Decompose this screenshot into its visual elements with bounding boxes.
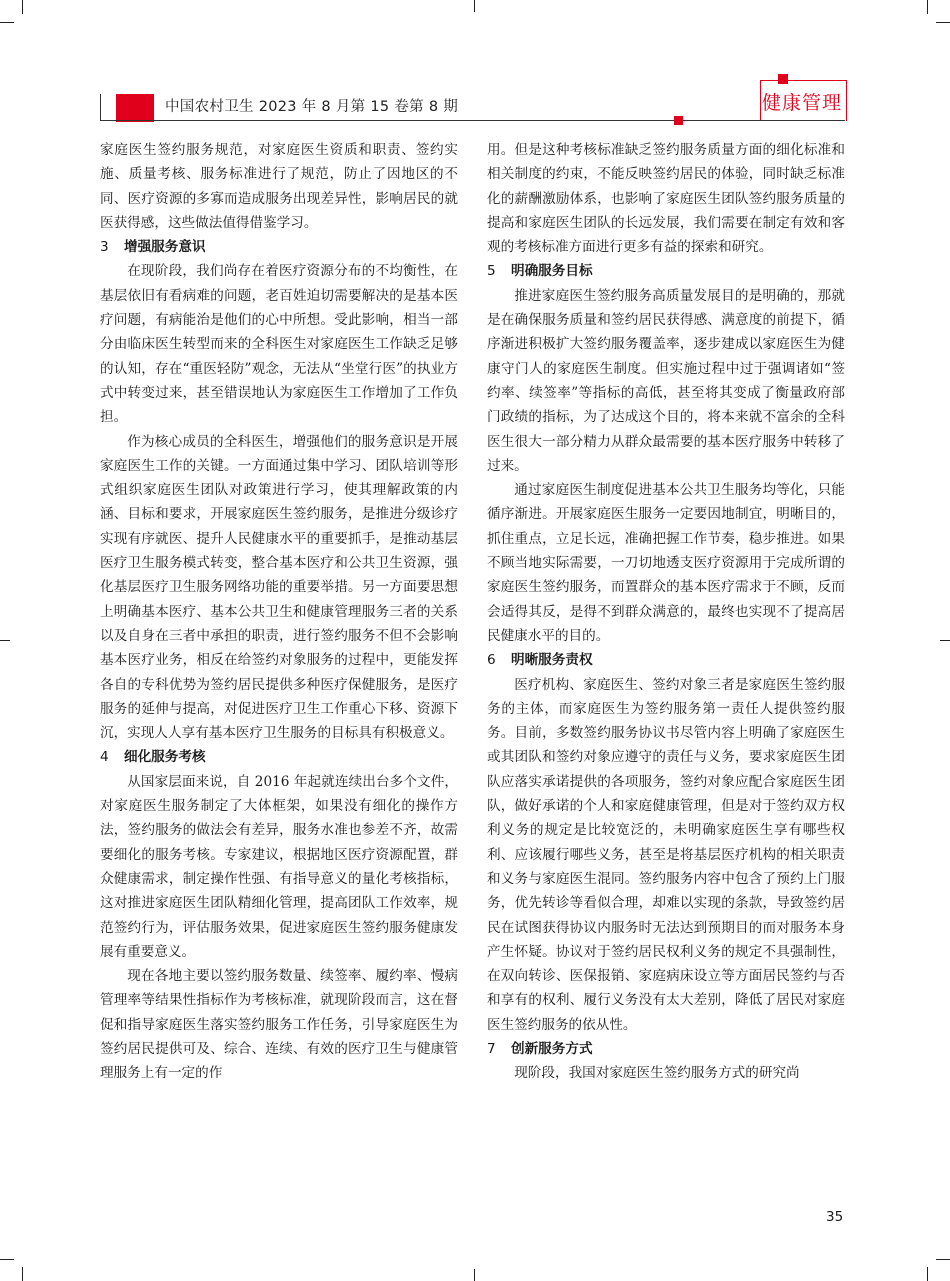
- heading-title: 增强服务意识: [124, 239, 206, 256]
- crop-mark: [0, 640, 10, 641]
- section-heading-3: [100, 235, 458, 259]
- heading-title: 明晰服务责权: [511, 652, 593, 669]
- paragraph: 现阶段，我国对家庭医生签约服务方式的研究尚: [514, 1065, 800, 1082]
- heading-number: 7: [487, 1040, 496, 1057]
- heading-number: 4: [100, 749, 109, 766]
- section-heading-4: [100, 745, 458, 769]
- paragraph: 从国家层面来说，自 2016 年起就连续出台多个文件，对家庭医生服务制定了大体框架，如果没有细化的操作方法，签约服务的做法会有差异，服务水准也参差不齐，故需要细化的服务考核。专家建议，根据地区医疗资源配置，群众健康需求，制定操作性强、有指导意义的量化考核指标，这对推进家庭医生团队精细化管理，提高团队工作效率，规范签约行为，评估服务效果，促进家庭医生签约服务健康发展有重要意义。: [100, 773, 458, 960]
- heading-number: 5: [487, 263, 496, 280]
- crop-mark: [936, 22, 950, 23]
- journal-header: 中国农村卫生 2023 年 8 月第 15 卷第 8 期: [165, 99, 459, 115]
- left-column: [100, 138, 458, 1086]
- section-heading-5: [487, 259, 845, 283]
- section-label: 健康管理: [762, 92, 843, 114]
- crop-mark: [474, 0, 475, 12]
- crop-mark: [22, 0, 23, 14]
- right-column: [487, 138, 845, 1086]
- paragraph: 用。但是这种考核标准缺乏签约服务质量方面的细化标准和相关制度的约束，不能反映签约居民的体验，同时缺乏标准化的薪酬激励体系，也影响了家庭医生团队签约服务质量的提高和家庭医生团队的长远发展，我们需要在制定有效和客观的考核标准方面进行更多有益的探索和研究。: [487, 142, 845, 256]
- crop-mark: [927, 0, 928, 14]
- header-red-block: [116, 94, 154, 122]
- paragraph: 现在各地主要以签约服务数量、续签率、履约率、慢病管理率等结果性指标作为考核标准，就现阶段而言，这在督促和指导家庭医生落实签约服务工作任务，引导家庭医生为签约居民提供可及、综合、连续、有效的医疗卫生与健康管理服务上有一定的作: [100, 968, 458, 1082]
- section-heading-6: [487, 648, 845, 672]
- crop-mark: [927, 1267, 928, 1281]
- heading-number: 3: [100, 239, 109, 256]
- paragraph: 医疗机构、家庭医生、签约对象三者是家庭医生签约服务的主体，而家庭医生为签约服务第一责任人提供签约服务。目前，多数签约服务协议书尽管内容上明确了家庭医生或其团队和签约对象应遵守的责任与义务，要求家庭医生团队应落实承诺提供的各项服务，签约对象应配合家庭医生团队，做好承诺的个人和家庭健康管理，但是对于签约双方权利义务的规定是比较宽泛的，未明确家庭医生享有哪些权利、应该履行哪些义务，甚至是将基层医疗机构的相关职责和义务与家庭医生混同。签约服务内容中包含了预约上门服务，优先转诊等看似合理，却难以实现的条款，导致签约居民在试图获得协议内服务时无法达到预期目的而对服务本身产生怀疑。协议对于签约居民权利义务的规定不具强制性，在双向转诊、医保报销、家庭病床设立等方面居民签约与否和享有的权利、履行义务没有太大差别，降低了居民对家庭医生签约服务的依从性。: [487, 676, 845, 1033]
- section-heading-7: [487, 1037, 845, 1061]
- heading-title: 明确服务目标: [511, 263, 593, 280]
- paragraph: 家庭医生签约服务规范，对家庭医生资质和职责、签约实施、质量考核、服务标准进行了规范，防止了因地区的不同、医疗资源的多寡而造成服务出现差异性，影响居民的就医获得感，这些做法值得借鉴学习。: [100, 142, 458, 231]
- crop-mark: [22, 1267, 23, 1281]
- heading-number: 6: [487, 652, 496, 669]
- crop-mark: [474, 1269, 475, 1281]
- header-divider: [100, 94, 101, 121]
- header-ornament: [674, 116, 683, 125]
- header-rule: [100, 120, 845, 121]
- paragraph: 推进家庭医生签约服务高质量发展目的是明确的，那就是在确保服务质量和签约居民获得感、满意度的前提下，循序渐进积极扩大签约服务覆盖率，逐步建成以家庭医生为健康守门人的家庭医生制度。但实施过程中过于强调诸如“签约率、续签率”等指标的高低，甚至将其变成了衡量政府部门政绩的指标，为了达成这个目的，将本来就不富余的全科医生很大一部分精力从群众最需要的基本医疗服务中转移了过来。: [487, 287, 845, 474]
- paragraph: 作为核心成员的全科医生，增强他们的服务意识是开展家庭医生工作的关键。一方面通过集中学习、团队培训等形式组织家庭医生团队对政策进行学习，使其理解政策的内涵、目标和要求，开展家庭医生签约服务，是推进分级诊疗实现有序就医、提升人民健康水平的重要抓手，是推动基层医疗卫生服务模式转变，整合基本医疗和公共卫生资源，强化基层医疗卫生服务网络功能的重要举措。另一方面要思想上明确基本医疗、基本公共卫生和健康管理服务三者的关系以及自身在三者中承担的职责，进行签约服务不但不会影响基本医疗业务，相反在给签约对象服务的过程中，更能发挥各自的专科优势为签约居民提供多种医疗保健服务，是医疗服务的延伸与提高，对促进医疗卫生工作重心下移、资源下沉，实现人人享有基本医疗卫生服务的目标具有积极意义。: [100, 433, 458, 742]
- crop-mark: [936, 1259, 950, 1260]
- crop-mark: [0, 22, 14, 23]
- paragraph: 通过家庭医生制度促进基本公共卫生服务均等化，只能循序渐进。开展家庭医生服务一定要因地制宜，明晰目的，抓住重点，立足长远，准确把握工作节奏，稳步推进。如果不顾当地实际需要，一刀切地透支医疗资源用于完成所谓的家庭医生签约服务，而置群众的基本医疗需求于不顾，反而会适得其反，是得不到群众满意的，最终也实现不了提高居民健康水平的目的。: [487, 482, 845, 644]
- page-number: 35: [826, 1209, 844, 1225]
- crop-mark: [940, 640, 950, 641]
- crop-mark: [0, 1259, 14, 1260]
- paragraph: 在现阶段，我们尚存在着医疗资源分布的不均衡性，在基层依旧有看病难的问题，老百姓迫切需要解决的是基本医疗问题，有病能治是他们的心中所想。受此影响，相当一部分由临床医生转型而来的全科医生对家庭医生工作缺乏足够的认知，存在“重医轻防”观念，无法从“坐堂行医”的执业方式中转变过来，甚至错误地认为家庭医生工作增加了工作负担。: [100, 263, 458, 426]
- heading-title: 细化服务考核: [124, 749, 206, 766]
- heading-title: 创新服务方式: [511, 1040, 593, 1057]
